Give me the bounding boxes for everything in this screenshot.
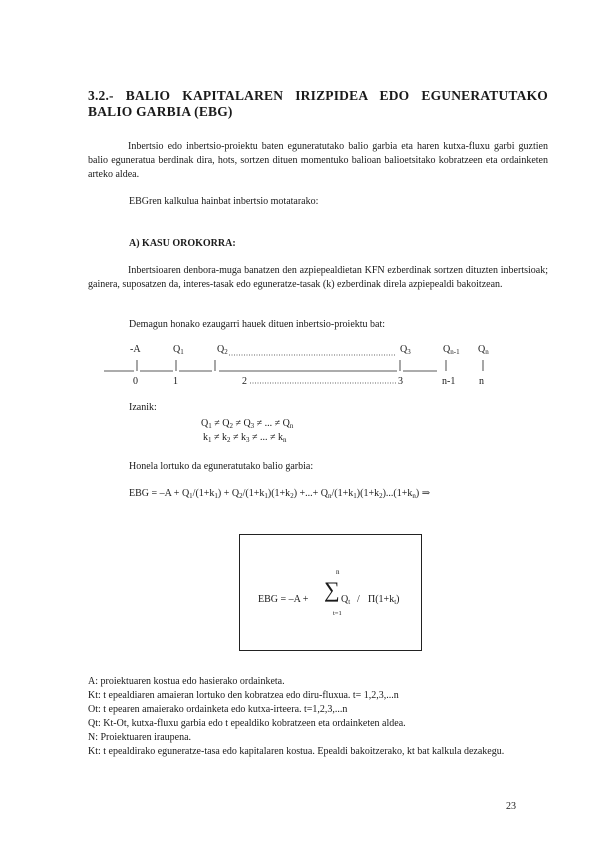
cash-flow-timeline: [100, 340, 520, 395]
suppose-paragraph: Demagun honako ezaugarri hauek dituen inbertsio-proiektu bat:: [129, 319, 386, 330]
section-title-line1: 3.2.- BALIO KAPITALAREN IRIZPIDEA EDO EGUNERATUTAKO: [88, 88, 548, 103]
definition-item: N: Proiektuaren iraupena.: [88, 732, 192, 743]
subsection-heading: A) KASU OROKORRA:: [129, 238, 236, 249]
intro-paragraph: Inbertsio edo inbertsio-proiektu baten eguneratutako balio garbia eta haren kutxa-fluxu garbi guztien balio eguneratua berdinak dira, hots, sortzen dituen momentuko balioan balioetsitako kobratzeen eta ordainketen arteko aldea.: [88, 141, 548, 180]
q-inequality: $Q_1 \ne Q_2 \ne Q_3$ ≠ ... ≠ $Q_n$: [201, 418, 294, 430]
timeline-axis: [100, 340, 520, 395]
honela-paragraph: Honela lortuko da eguneratutako balio garbia:: [129, 461, 314, 472]
formula-q-term: $Q_t$: [341, 594, 351, 606]
formula-slash: /: [357, 594, 360, 605]
formula-lhs: EBG = –A +: [258, 594, 309, 605]
timeline-period-3: 3: [398, 376, 403, 387]
definition-item: Ot: t epearen amaierako ordainketa edo kutxa-irteera. t=1,2,3,...n: [88, 704, 348, 715]
calc-paragraph: EBGren kalkulua hainbat inbertsio motatarako:: [129, 196, 319, 207]
k-inequality: $k_1 \ne k_2 \ne k_3$ ≠ ... ≠ $k_n$: [203, 432, 287, 444]
section-title: [88, 88, 548, 120]
timeline-flow-3: $Q_3$: [400, 344, 411, 356]
timeline-period-1: 1: [173, 376, 178, 387]
izanik-label: Izanik:: [129, 402, 157, 413]
timeline-flow-2: $Q_2$: [217, 344, 228, 356]
timeline-flow-n-1: $Q_{n-1}$: [443, 344, 460, 356]
sum-symbol: ∑: [324, 577, 340, 602]
page-number: 23: [506, 801, 516, 812]
sum-upper-limit: n: [336, 568, 340, 576]
timeline-period-n-1: n-1: [442, 376, 456, 387]
section-title-line2: BALIO GARBIA (EBG): [88, 104, 233, 119]
ebg-expansion: EBG = $-A + Q_1/(1+k_1) + Q_2/(1+k_1)(1+k_2)$ +...+ $Q_n/(1+k_1)(1+k_2)...(1+k_n)$ ⇒: [129, 488, 431, 500]
general-paragraph: Inbertsioaren denbora-muga banatzen den azpiepealdietan KFN ezberdinak sortzen dituzten inbertsioak; gainera, suposatzen da, interes-tasak edo eguneratze-tasak (k) ezberdinak direla azpiepealdi bakoitzean.: [88, 265, 548, 290]
formula-product: $\Pi(1+k_t)$: [368, 594, 400, 606]
timeline-period-0: 0: [133, 376, 138, 387]
definition-item: Qt: Kt-Ot, kutxa-fluxu garbia edo t epealdiko kobratzeen eta ordainketen aldea.: [88, 718, 406, 729]
timeline-flow-0: -A: [130, 344, 141, 355]
timeline-flow-n: $Q_n$: [478, 344, 489, 356]
definitions-list: [88, 675, 548, 759]
timeline-period-n: n: [479, 376, 484, 387]
timeline-period-2: 2: [242, 376, 247, 387]
ebg-formula-box: [239, 534, 422, 651]
definition-item: Kt: t epealdiaren amaieran lortuko den kobratzea edo diru-fluxua. t= 1,2,3,...n: [88, 690, 399, 701]
definition-item: A: proiektuaren kostua edo hasierako ordainketa.: [88, 676, 285, 687]
timeline-flow-1: $Q_1$: [173, 344, 184, 356]
definition-item: Kt: t epealdirako eguneratze-tasa edo kapitalaren kostua. Epealdi bakoitzerako, kt bat kalkula dezakegu.: [88, 746, 505, 757]
sum-lower-limit: t=1: [333, 610, 342, 617]
